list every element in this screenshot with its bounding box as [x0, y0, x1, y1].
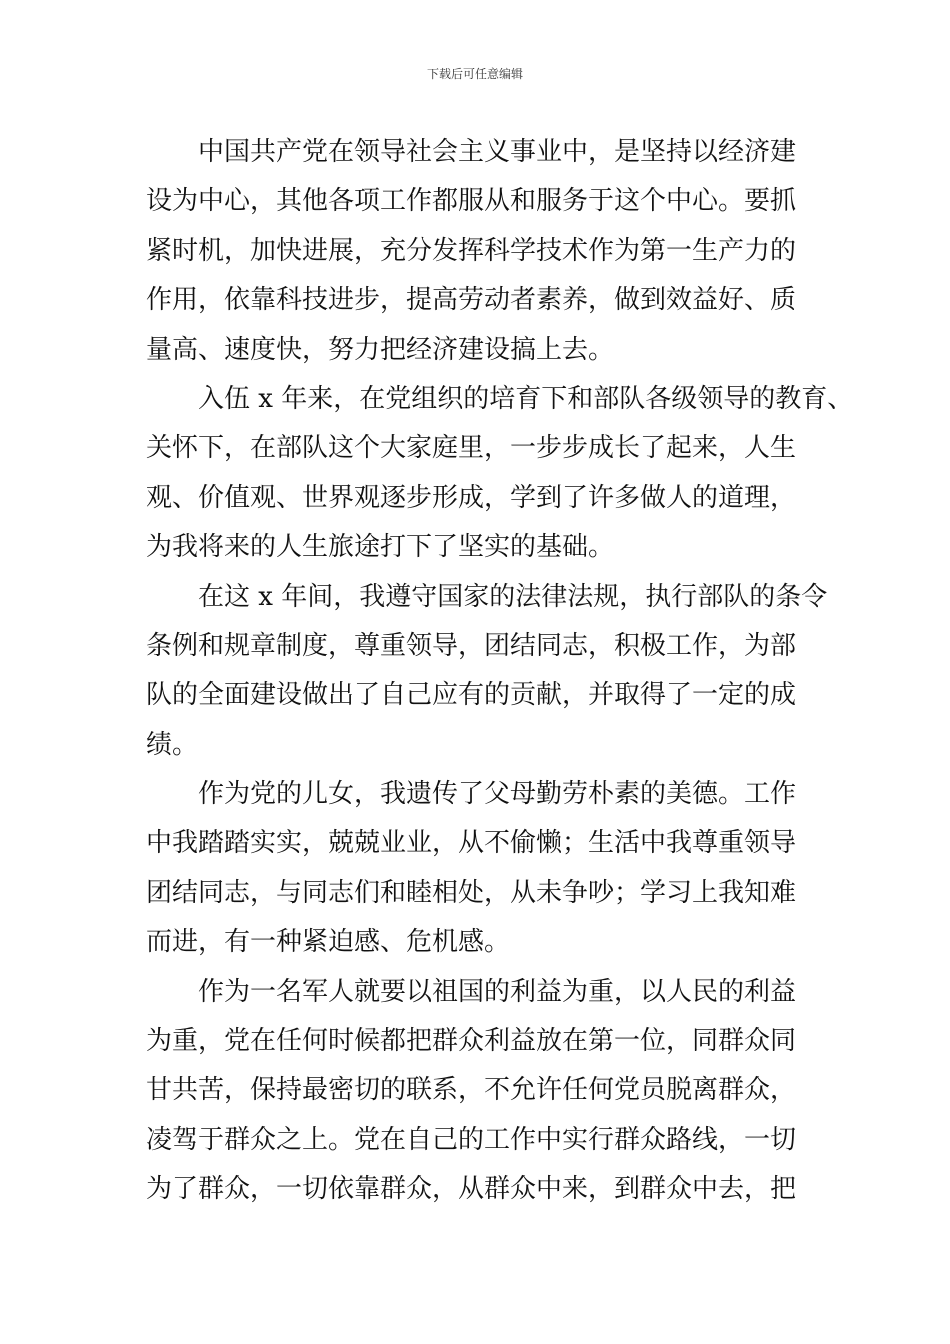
text-line: 绩。	[146, 729, 199, 760]
text-line: 为我将来的人生旅途打下了坚实的基础。	[146, 532, 615, 563]
paragraph-personal-virtues	[146, 770, 816, 968]
page-header-caption: 下载后可任意编辑	[426, 67, 523, 81]
text-line: 而进，有一种紧迫感、危机感。	[146, 927, 511, 958]
text-line: 中国共产党在领导社会主义事业中，是坚持以经济建	[198, 137, 797, 167]
document-body	[146, 128, 854, 1215]
text-line: 甘共苦，保持最密切的联系，不允许任何党员脱离群众，	[146, 1075, 797, 1106]
text-line: 为了群众，一切依靠群众，从群众中来，到群众中去，把	[146, 1174, 797, 1205]
paragraph-party-economic-construction	[146, 128, 816, 375]
paragraph-discipline-contribution	[146, 573, 828, 771]
text-line: 条例和规章制度，尊重领导，团结同志，积极工作，为部	[146, 630, 797, 661]
text-line: 中我踏踏实实，兢兢业业，从不偷懒；生活中我尊重领导	[146, 828, 797, 859]
paragraph-enlistment-growth	[146, 375, 854, 573]
text-line: 为重，党在任何时候都把群众利益放在第一位，同群众同	[146, 1026, 797, 1057]
text-line: 量高、速度快，努力把经济建设搞上去。	[146, 334, 615, 365]
text-line: 作用，依靠科技进步，提高劳动者素养，做到效益好、质	[146, 285, 797, 316]
text-line: 在这 x 年间，我遵守国家的法律法规，执行部队的条令	[198, 581, 828, 612]
text-line: 作为一名军人就要以祖国的利益为重，以人民的利益	[198, 976, 797, 1007]
paragraph-mass-line	[146, 968, 816, 1215]
text-line: 队的全面建设做出了自己应有的贡献，并取得了一定的成	[146, 680, 797, 711]
text-line: 关怀下，在部队这个大家庭里，一步步成长了起来，人生	[146, 433, 797, 464]
text-line: 设为中心，其他各项工作都服从和服务于这个中心。要抓	[146, 186, 797, 217]
text-line: 观、价值观、世界观逐步形成，学到了许多做人的道理，	[146, 482, 797, 513]
text-line: 紧时机，加快进展，充分发挥科学技术作为第一生产力的	[146, 235, 797, 266]
text-line: 作为党的儿女，我遗传了父母勤劳朴素的美德。工作	[198, 779, 797, 810]
text-line: 凌驾于群众之上。党在自己的工作中实行群众路线，一切	[146, 1124, 797, 1155]
text-line: 入伍 x 年来，在党组织的培育下和部队各级领导的教育、	[198, 383, 854, 414]
text-line: 团结同志，与同志们和睦相处，从未争吵；学习上我知难	[146, 877, 797, 908]
